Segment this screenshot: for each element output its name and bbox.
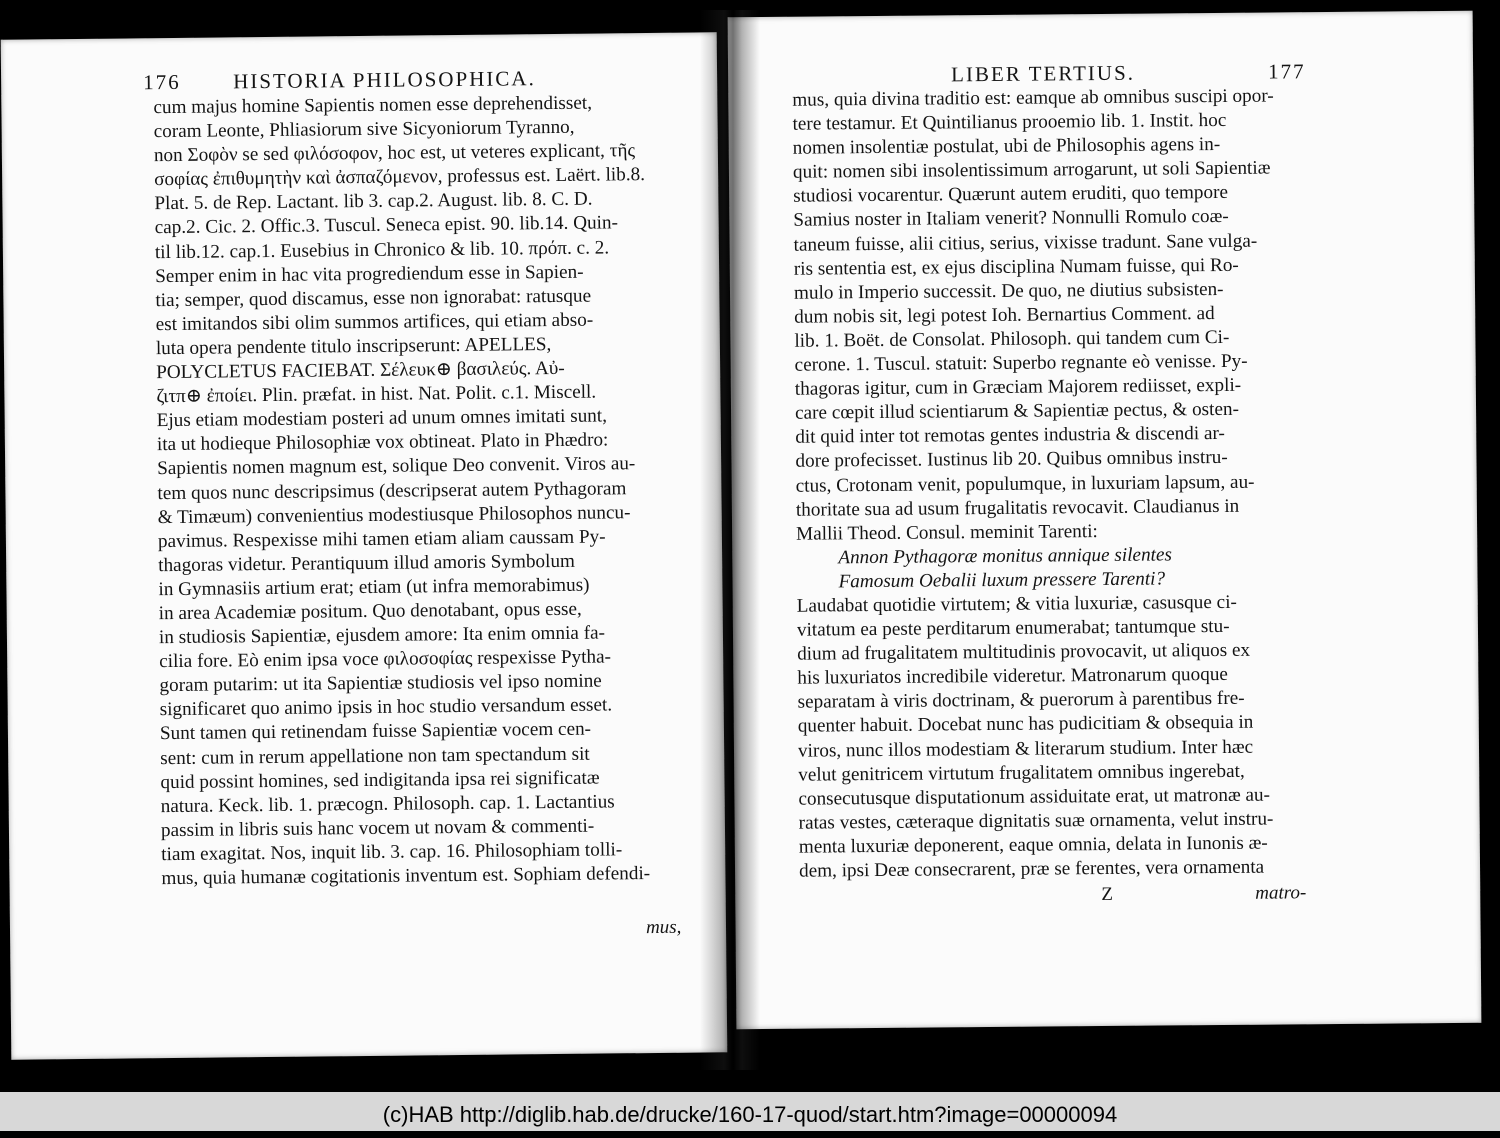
text-line: Famosum Oebalii luxum pressere Tarenti?	[838, 568, 1166, 593]
text-line: in Gymnasiis artium erat; etiam (ut infra memorabimus)	[158, 574, 590, 601]
page-number: 176	[143, 69, 181, 95]
text-line: nomen insolentiæ postulat, ubi de Philosophis agens in-	[792, 134, 1221, 159]
page-number: 177	[1267, 59, 1306, 84]
text-line: Annon Pythagoræ monitus annique silentes	[838, 544, 1173, 569]
text-line: non Σοφὸν se sed φιλόσοφον, hoc est, ut veteres explicant, τῆς	[153, 140, 636, 167]
text-line: Ejus etiam modestiam posteri ad unum omnes imitati sunt,	[156, 405, 608, 432]
book-gutter	[700, 10, 760, 1070]
text-line: dum nobis sit, legi potest Ioh. Bernartius Comment. ad	[794, 302, 1215, 328]
text-line: dium ad frugalitatem multitudinis provocavit, ut aliquos ex	[797, 639, 1251, 665]
text-line: menta luxuriæ deponerent, eaque omnia, delata in Iunonis æ-	[798, 832, 1268, 858]
text-line: velut genitricem virtutum frugalitatem omnibus ingerebat,	[798, 760, 1245, 786]
text-line: pavimus. Respexisse mihi tamen etiam aliam caussam Py-	[157, 526, 606, 552]
text-line: tiam exagitat. Nos, inquit lib. 3. cap. 16. Philosophiam tolli-	[161, 839, 623, 866]
text-line: lib. 1. Boët. de Consolat. Philosoph. qui tandem cum Ci-	[794, 326, 1230, 352]
text-line: ctus, Crotonam venit, populumque, in luxuriam lapsum, au-	[795, 471, 1255, 497]
text-line: in studiosis Sapientiæ, ejusdem amore: Ita enim omnia fa-	[158, 622, 606, 649]
text-line: dore profecisset. Iustinus lib 20. Quibus omnibus instru-	[795, 447, 1228, 473]
text-line: POLYCLETUS FACIEBAT. Σέλευκ⊕ βασιλεύς. Αὐ-	[156, 357, 565, 384]
text-line: mus, quia humanæ cogitationis inventum est. Sophiam defendi-	[161, 863, 651, 890]
catchword: matro-	[1255, 882, 1307, 904]
text-line: taneum fuisse, alii citius, serius, vixisse tradunt. Sane vulga-	[793, 230, 1258, 256]
text-line: thagoras videtur. Perantiquum illud amoris Symbolum	[158, 550, 576, 576]
text-line: quit: nomen sibi insolentissimum arrogarunt, ut soli Sapientiæ	[792, 157, 1271, 183]
text-line: consecutusque disputationum assiduitate erat, ut matronæ au-	[798, 784, 1271, 810]
text-line: ris sententia est, ex ejus disciplina Numam fuisse, qui Ro-	[793, 254, 1239, 280]
text-line: dit quid inter tot remotas gentes industria & discendi ar-	[795, 423, 1225, 449]
running-head: LIBER TERTIUS.	[951, 60, 1136, 87]
text-line: dem, ipsi Deæ consecrarent, præ se ferentes, vera ornamenta	[798, 856, 1265, 882]
text-line: Samius noster in Italiam venerit? Nonnulli Romulo coæ-	[793, 206, 1229, 232]
body-text	[792, 84, 1319, 884]
text-line: separatam à viris doctrinam, & puerorum à parentibus fre-	[797, 688, 1245, 714]
text-line: in area Academiæ positum. Quo denotabant, opus esse,	[158, 598, 582, 625]
text-line: Sunt tamen qui retinendam fuisse Sapientiæ vocem cen-	[159, 719, 592, 745]
text-line: Laudabat quotidie virtutem; & vitia luxuriæ, casusque ci-	[796, 591, 1237, 617]
text-line: tere testamur. Et Quintilianus prooemio lib. 1. Instit. hoc	[792, 110, 1227, 135]
catchword: mus,	[645, 916, 682, 939]
text-line: sent: cum in rerum appellatione non tam spectandum sit	[160, 743, 590, 769]
left-page	[1, 32, 728, 1059]
text-line: thoritate sua ad usum frugalitatis revocavit. Claudianus in	[795, 495, 1240, 521]
text-line: Mallii Theod. Consul. meminit Tarenti:	[796, 520, 1098, 545]
text-line: goram putarim: ut ita Sapientiæ studiosis vel ipso nomine	[159, 670, 602, 697]
text-line: σοφίας ἐπιθυμητὴν καὶ ἀσπαζόμενον, professus est. Laërt. lib.8.	[154, 164, 646, 191]
text-line: Semper enim in hac vita progrediendum esse in Sapien-	[155, 261, 584, 287]
text-line: Plat. 5. de Rep. Lactant. lib 3. cap.2. August. lib. 8. C. D.	[154, 188, 593, 215]
text-line: coram Leonte, Phliasiorum sive Sicyoniorum Tyranno,	[153, 116, 575, 143]
text-line: quenter habuit. Docebat nunc has pudicitiam & obsequia in	[797, 712, 1254, 738]
text-line: ita ut hodieque Philosophiæ vox obtineat. Plato in Phædro:	[156, 429, 609, 456]
text-line: Sapientis nomen magnum est, solique Deo convenit. Viros au-	[157, 453, 636, 480]
text-line: & Timæum) convenientius modestiusque Philosophos nuncu-	[157, 501, 631, 528]
text-line: tia; semper, quod discamus, esse non ignorabat: ratusque	[155, 285, 592, 311]
signature-mark: Z	[1101, 883, 1113, 906]
body-text	[153, 91, 701, 892]
text-line: studiosi vocarentur. Quærunt autem eruditi, quo tempore	[793, 182, 1229, 208]
text-line: significaret quo animo ipsis in hoc studio versandum esset.	[159, 694, 613, 721]
text-line: cap.2. Cic. 2. Offic.3. Tuscul. Seneca epist. 90. lib.14. Quin-	[154, 212, 619, 239]
text-line: viros, nunc illos modestiam & literarum studium. Inter hæc	[797, 736, 1254, 762]
text-line: cum majus homine Sapientis nomen esse deprehendisset,	[153, 92, 593, 119]
text-line: vitatum ea peste perditarum enumerabat; tantumque stu-	[796, 615, 1230, 641]
text-line: til lib.12. cap.1. Eusebius in Chronico & lib. 10. πρόπ. c. 2.	[154, 236, 610, 263]
text-line: passim in libris suis hanc vocem ut novam & commenti-	[160, 815, 595, 841]
text-line: quid possint homines, sed indigitanda ipsa rei significatæ	[160, 767, 600, 793]
text-line: mus, quia divina traditio est: eamque ab omnibus suscipi opor-	[792, 85, 1274, 111]
text-line: natura. Keck. lib. 1. præcogn. Philosoph. cap. 1. Lactantius	[160, 791, 615, 817]
text-line: his luxuriatos incredibile videretur. Matronarum quoque	[797, 664, 1229, 689]
text-line: est imitandos sibi olim summos artifices, qui etiam abso-	[155, 309, 594, 336]
text-line: cilia fore. Eò enim ipsa voce φιλοσοφίας respexisse Pytha-	[159, 646, 612, 673]
copyright-footer: (c)HAB http://diglib.hab.de/drucke/160-17-quod/start.htm?image=00000094	[0, 1092, 1500, 1131]
text-line: cerone. 1. Tuscul. statuit: Superbo regnante eò venisse. Py-	[794, 350, 1248, 376]
text-line: luta opera pendente titulo inscripserunt: APELLES,	[155, 333, 552, 360]
text-line: ζιτπ⊕ ἐποίει. Plin. præfat. in hist. Nat. Polit. c.1. Miscell.	[156, 381, 597, 408]
text-line: thagoras igitur, cum in Græciam Majorem rediisset, expli-	[794, 374, 1242, 400]
text-line: mulo in Imperio successit. De quo, ne diutius subsisten-	[793, 278, 1224, 304]
text-line: care cœpit illud scientiarum & Sapientiæ pectus, & osten-	[794, 399, 1240, 424]
right-page	[728, 11, 1482, 1029]
text-line: tem quos nunc descripsimus (descripserat autem Pythagoram	[157, 477, 627, 504]
running-head: HISTORIA PHILOSOPHICA.	[233, 66, 536, 94]
text-line: ratas vestes, cæteraque dignitatis suæ ornamenta, velut instru-	[798, 808, 1274, 834]
